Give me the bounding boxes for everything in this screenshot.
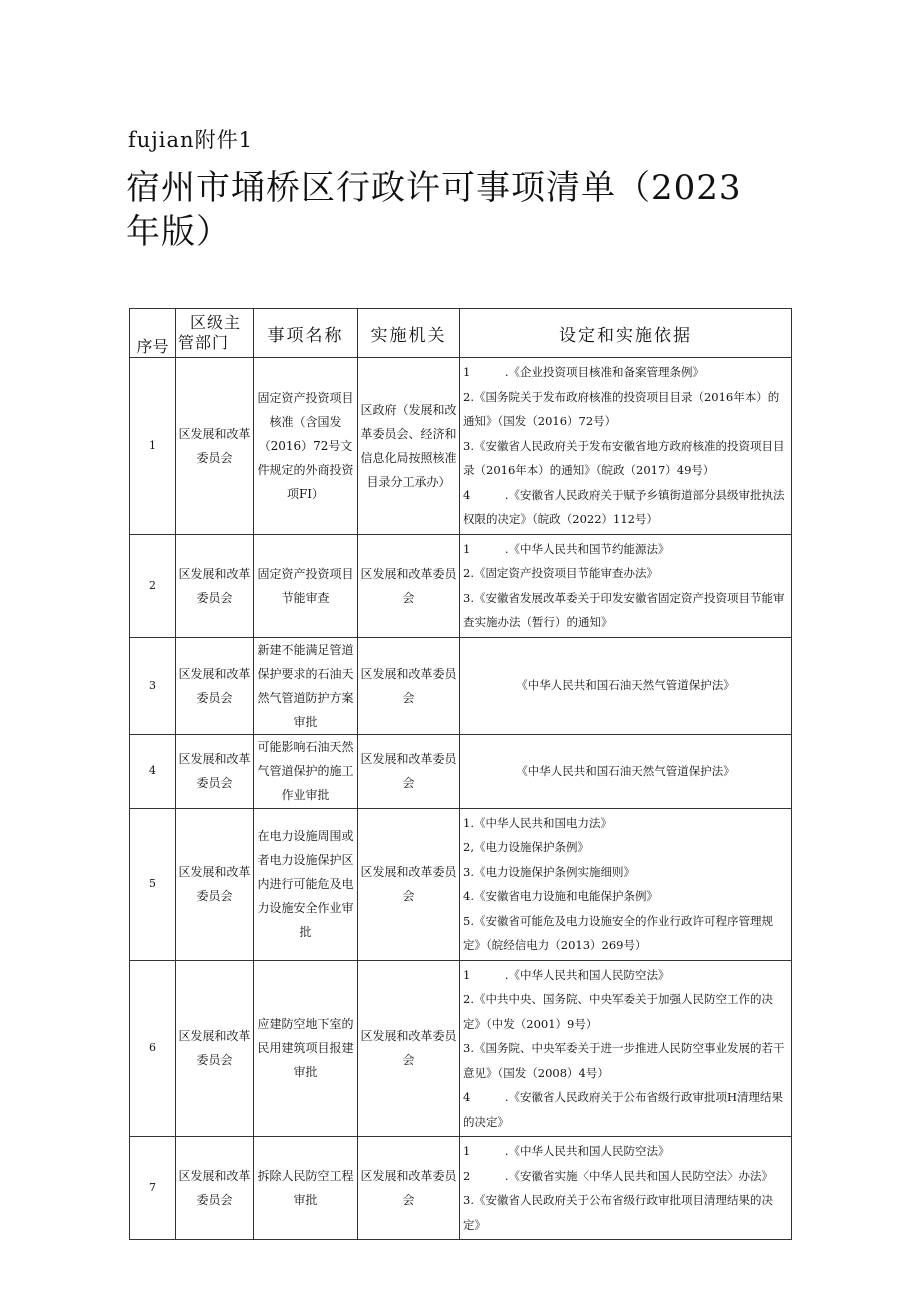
cell-dept: 区发展和改革委员会: [176, 637, 254, 734]
header-dept-line2: 管部门: [178, 333, 230, 352]
cell-seq: 1: [130, 358, 176, 535]
header-basis: 设定和实施依据: [460, 309, 792, 358]
basis-line: 1 .《中华人民共和国人民防空法》: [463, 1144, 670, 1158]
cell-seq: 7: [130, 1137, 176, 1240]
header-dept: [176, 309, 254, 358]
table-row: [130, 960, 792, 1137]
cell-item: 可能影响石油天然气管道保护的施工作业审批: [254, 734, 358, 808]
table-row: [130, 358, 792, 535]
cell-basis: [460, 1137, 792, 1240]
table-row: [130, 534, 792, 637]
header-dept-line1: 区级主: [189, 313, 241, 332]
permit-table: [129, 308, 792, 1240]
cell-basis: [460, 808, 792, 960]
table-header-row: [130, 309, 792, 358]
basis-line: 4 .《安徽省人民政府关于赋予乡镇街道部分县级审批执法权限的决定》（皖政（2022）112号）: [463, 487, 785, 526]
basis-line: 1 .《中华人民共和国节约能源法》: [463, 541, 670, 556]
table-row: [130, 637, 792, 734]
cell-dept: 区发展和改革委员会: [176, 734, 254, 808]
basis-line: 1 .《中华人民共和国人民防空法》: [463, 967, 670, 982]
basis-line: 4.《安徽省电力设施和电能保护条例》: [463, 889, 658, 903]
basis-line: 3.《国务院、中央军委关于进一步推进人民防空事业发展的若干意见》（国发（2008）4号）: [463, 1041, 785, 1080]
cell-org: 区发展和改革委员会: [358, 960, 460, 1137]
document-title: 宿州市埇桥区行政许可事项清单（2023年版）: [126, 168, 742, 252]
table-row: [130, 808, 792, 960]
basis-line: 3.《电力设施保护条例实施细则》: [463, 864, 635, 879]
table-row: [130, 734, 792, 808]
cell-dept: 区发展和改革委员会: [176, 960, 254, 1137]
basis-line: 2.《中共中央、国务院、中央军委关于加强人民防空工作的决定》（中发（2001）9号）: [463, 992, 773, 1031]
cell-item: 新建不能满足管道保护要求的石油天然气管道防护方案审批: [254, 637, 358, 734]
header-item: 事项名称: [254, 309, 358, 358]
cell-org: 区发展和改革委员会: [358, 534, 460, 637]
cell-org: 区发展和改革委员会: [358, 637, 460, 734]
cell-basis: [460, 960, 792, 1137]
cell-item: 拆除人民防空工程审批: [254, 1137, 358, 1240]
header-org: 实施机关: [358, 309, 460, 358]
cell-item: 在电力设施周围或者电力设施保护区内进行可能危及电力设施安全作业审批: [254, 808, 358, 960]
basis-line: 2.《国务院关于发布政府核准的投资项目目录（2016年本）的通知》（国发（2016）72号）: [463, 389, 780, 428]
cell-dept: 区发展和改革委员会: [176, 358, 254, 535]
cell-basis: [460, 358, 792, 535]
basis-line: 1 .《企业投资项目核准和备案管理条例》: [463, 365, 704, 379]
cell-org: 区发展和改革委员会: [358, 808, 460, 960]
table-row: [130, 1137, 792, 1240]
cell-seq: 4: [130, 734, 176, 808]
basis-line: 2,《电力设施保护条例》: [463, 840, 589, 854]
basis-line: 3.《安徽省人民政府关于发布安徽省地方政府核准的投资项目目录（2016年本）的通知》（皖政（2017）49号）: [463, 438, 785, 477]
cell-org: 区发展和改革委员会: [358, 734, 460, 808]
cell-item: 固定资产投资项目核准（含国发（2016）72号文件规定的外商投资项FI）: [254, 358, 358, 535]
basis-line: 5.《安徽省可能危及电力设施安全的作业行政许可程序管理规定》（皖经信电力（2013）269号）: [463, 913, 773, 952]
cell-basis: 《中华人民共和国石油天然气管道保护法》: [460, 637, 792, 734]
cell-item: 应建防空地下室的民用建筑项目报建审批: [254, 960, 358, 1137]
basis-line: 3.《安徽省发展改革委关于印发安徽省固定资产投资项目节能审查实施办法（暂行）的通知》: [463, 590, 785, 629]
cell-seq: 6: [130, 960, 176, 1137]
basis-line: 2.《固定资产投资项目节能审查办法》: [463, 566, 658, 580]
cell-dept: 区发展和改革委员会: [176, 808, 254, 960]
basis-line: 3.《安徽省人民政府关于公布省级行政审批项目清理结果的决定》: [463, 1193, 773, 1232]
cell-org: 区政府（发展和改革委员会、经济和信息化局按照核准目录分工承办）: [358, 358, 460, 535]
cell-basis: 《中华人民共和国石油天然气管道保护法》: [460, 734, 792, 808]
attachment-label: fujian附件1: [128, 128, 253, 152]
cell-dept: 区发展和改革委员会: [176, 1137, 254, 1240]
basis-line: 1.《中华人民共和国电力法》: [463, 815, 612, 830]
cell-seq: 5: [130, 808, 176, 960]
cell-basis: [460, 534, 792, 637]
header-seq: 序号: [130, 309, 176, 358]
cell-item: 固定资产投资项目节能审查: [254, 534, 358, 637]
cell-dept: 区发展和改革委员会: [176, 534, 254, 637]
basis-line: 4 .《安徽省人民政府关于公布省级行政审批项H清理结果的决定》: [463, 1090, 783, 1129]
cell-org: 区发展和改革委员会: [358, 1137, 460, 1240]
cell-seq: 3: [130, 637, 176, 734]
cell-seq: 2: [130, 534, 176, 637]
basis-line: 2 .《安徽省实施〈中华人民共和国人民防空法〉办法》: [463, 1168, 773, 1183]
